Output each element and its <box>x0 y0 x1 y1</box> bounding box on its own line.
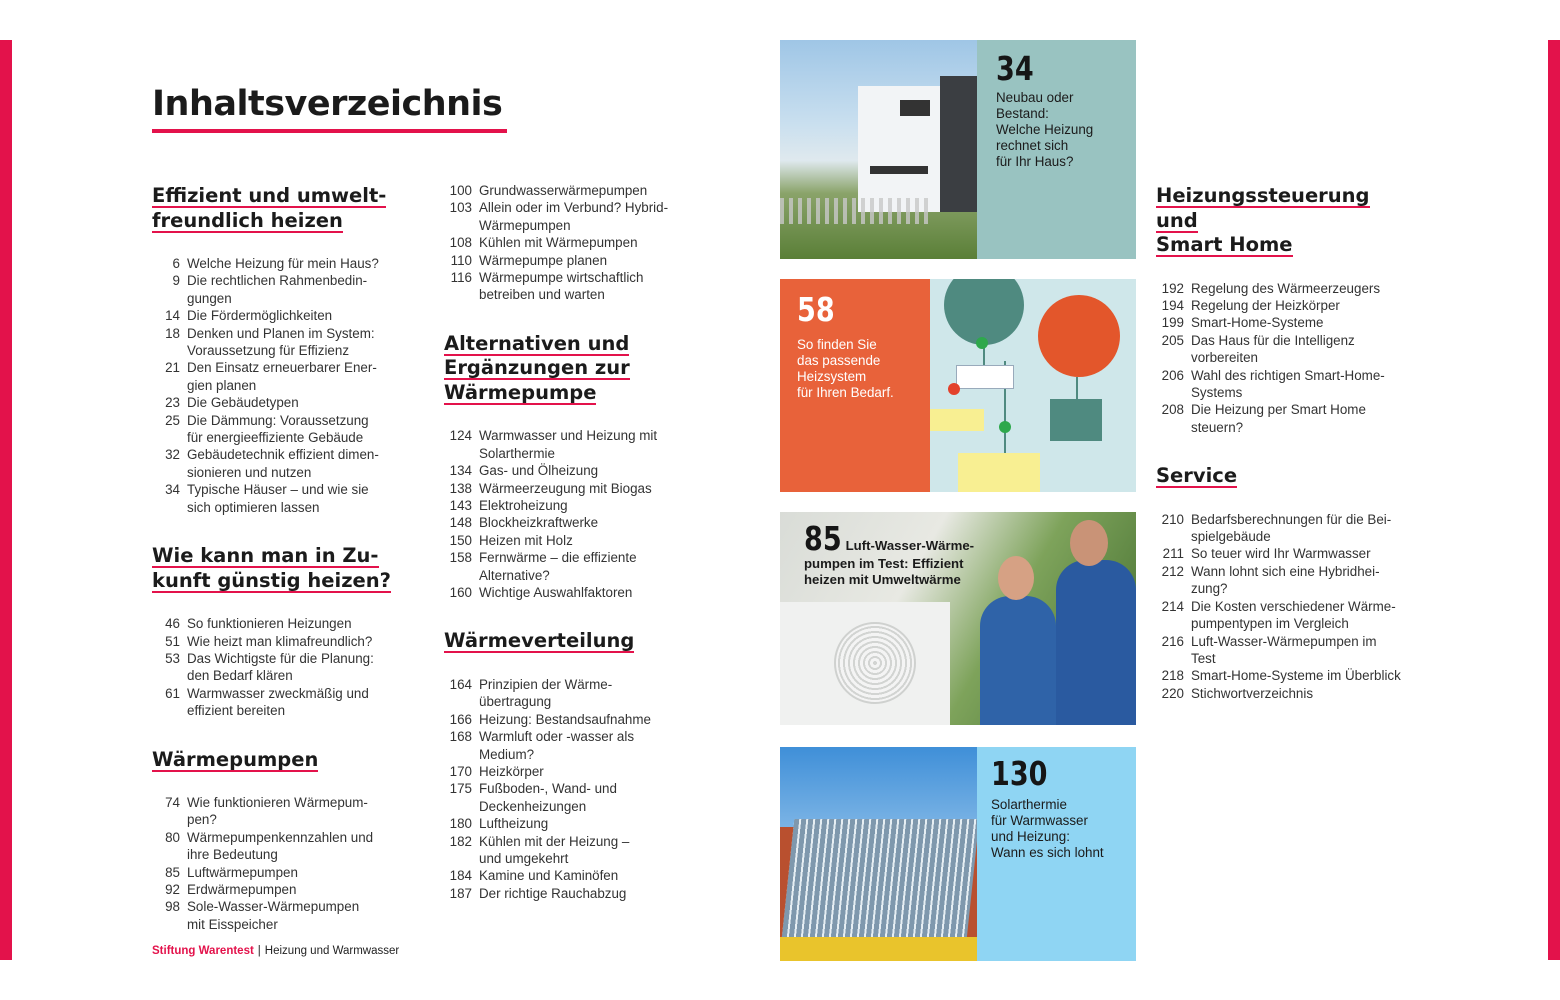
toc-section <box>444 629 704 902</box>
page-number: 80 <box>165 829 180 845</box>
toc-entry[interactable] <box>152 864 412 881</box>
modern-house-image <box>780 40 977 259</box>
book-title: Heizung und Warmwasser <box>264 945 400 957</box>
page-number: 74 <box>165 795 180 811</box>
entry-title: Wichtige Auswahlfaktoren <box>479 585 633 600</box>
entry-title: Denken und Planen im System: Voraussetzung für Effizienz <box>187 325 375 359</box>
toc-entry[interactable] <box>444 549 704 584</box>
entry-title: Luft-Wasser-Wärmepumpen im Test <box>1191 633 1377 666</box>
teaser-caption: So finden Sie das passende Heizsystem für Ihren Bedarf. <box>797 337 894 400</box>
page-number: 194 <box>1161 297 1184 313</box>
toc-entry[interactable] <box>444 867 704 884</box>
page-number: 138 <box>449 480 472 496</box>
entry-title: Wärmepumpenkennzahlen und ihre Bedeutung <box>187 829 374 863</box>
entry-title: Typische Häuser – und wie sie sich optimieren lassen <box>187 482 369 515</box>
entry-title: Kühlen mit der Heizung – und umgekehrt <box>479 833 630 866</box>
toc-entry[interactable] <box>152 650 412 685</box>
entry-title: Prinzipien der Wärme- übertragung <box>479 676 613 710</box>
toc-entry[interactable] <box>444 833 704 868</box>
page-number: 100 <box>449 183 472 198</box>
page-number: 214 <box>1161 598 1184 614</box>
page-number: 211 <box>1162 546 1184 562</box>
teaser-page-number: 34 <box>996 49 1034 88</box>
entry-title: Heizung: Bestandsaufnahme <box>479 711 651 727</box>
section-heading: Service <box>1156 464 1238 488</box>
page-number: 158 <box>449 550 472 566</box>
teaser-card-solar[interactable] <box>780 747 1136 961</box>
technician-image <box>1056 560 1136 725</box>
entry-title: Die Fördermöglichkeiten <box>187 308 333 324</box>
toc-entry[interactable] <box>152 829 412 864</box>
teaser-card-neubau[interactable] <box>780 40 1136 259</box>
section-heading: Heizungssteuerung und Smart Home <box>1156 184 1370 256</box>
page-number: 18 <box>165 325 180 341</box>
toc-entry[interactable] <box>1156 545 1416 562</box>
footer-separator: | <box>257 945 261 957</box>
page-number: 182 <box>449 833 472 849</box>
entry-title: Smart-Home-Systeme <box>1191 315 1324 331</box>
toc-section <box>1156 464 1416 702</box>
page-number: 98 <box>165 899 180 915</box>
entry-title: Bedarfsberechnungen für die Bei- spielgebäude <box>1191 511 1392 545</box>
entry-title: Das Haus für die Intelligenz vorbereiten <box>1191 332 1355 366</box>
teaser-card-luftwasser[interactable] <box>780 512 1136 725</box>
toc-entry[interactable] <box>152 481 412 516</box>
page-number: 220 <box>1161 685 1184 701</box>
entry-title: So teuer wird Ihr Warmwasser <box>1191 546 1371 562</box>
toc-section <box>152 544 412 719</box>
toc-entry[interactable] <box>444 815 704 832</box>
toc-entry[interactable] <box>152 446 412 481</box>
entry-title: Wie heizt man klimafreundlich? <box>187 633 373 649</box>
teaser-page-number: 85 <box>804 519 842 558</box>
teaser-caption: Solarthermie für Warmwasser und Heizung: Wann es sich lohnt <box>991 797 1104 860</box>
toc-entry[interactable] <box>152 633 412 650</box>
toc-entry[interactable] <box>444 514 704 531</box>
toc-column-2 <box>444 182 704 930</box>
toc-section <box>152 748 412 934</box>
page-number: 6 <box>172 256 180 271</box>
toc-entry[interactable] <box>1156 563 1416 598</box>
entry-title: So funktionieren Heizungen <box>187 616 352 632</box>
entry-title: Sole-Wasser-Wärmepumpen mit Eisspeicher <box>187 899 360 932</box>
section-heading: Effizient und umwelt- freundlich heizen <box>152 184 387 232</box>
entry-title: Den Einsatz erneuerbarer Ener- gien planen <box>187 360 377 393</box>
page-number: 143 <box>449 497 472 513</box>
toc-section <box>444 332 704 602</box>
entry-title: Wärmepumpe wirtschaftlich betreiben und warten <box>479 270 644 303</box>
entry-title: Warmwasser und Heizung mit Solarthermie <box>479 428 658 461</box>
entry-title: Die Heizung per Smart Home steuern? <box>1191 402 1366 435</box>
page-number: 180 <box>449 816 472 832</box>
entry-title: Der richtige Rauchabzug <box>479 885 627 901</box>
entry-title: Wie funktionieren Wärmepum- pen? <box>187 795 368 828</box>
page-number: 148 <box>449 515 472 531</box>
toc-entry[interactable] <box>444 252 704 269</box>
entry-title: Smart-Home-Systeme im Überblick <box>1191 668 1401 684</box>
toc-entry[interactable] <box>152 881 412 898</box>
page-number: 210 <box>1161 511 1184 527</box>
page-number: 199 <box>1161 315 1184 331</box>
toc-entry[interactable] <box>1156 511 1416 546</box>
toc-entry[interactable] <box>444 234 704 251</box>
entry-title: Grundwasserwärmepumpen <box>479 183 648 198</box>
entry-title: Stichwortverzeichnis <box>1191 685 1314 701</box>
page-title: Inhaltsverzeichnis <box>152 84 503 124</box>
page-number: 205 <box>1161 332 1184 348</box>
entry-title: Heizkörper <box>479 763 544 779</box>
entry-title: Das Wichtigste für die Planung: den Bedarf klären <box>187 650 374 684</box>
technician-image <box>980 596 1056 725</box>
entry-title: Allein oder im Verbund? Hybrid- Wärmepumpen <box>479 200 669 233</box>
page-number: 14 <box>165 308 180 324</box>
toc-entry[interactable] <box>152 307 412 324</box>
page-number: 53 <box>165 650 180 666</box>
toc-entry[interactable] <box>444 763 704 780</box>
toc-entry[interactable] <box>444 427 704 462</box>
page-number: 116 <box>450 270 472 286</box>
teaser-card-heizsystem[interactable] <box>780 279 1136 492</box>
toc-entry[interactable] <box>444 676 704 711</box>
publisher-name: Stiftung Warentest <box>152 945 254 957</box>
page-number: 103 <box>449 200 472 216</box>
entry-title: Regelung des Wärmeerzeugers <box>1191 280 1381 296</box>
toc-entry[interactable] <box>444 199 704 234</box>
page-number: 25 <box>165 412 180 428</box>
page-number: 206 <box>1161 367 1184 383</box>
page-number: 218 <box>1161 668 1184 684</box>
entry-title: Die Gebäudetypen <box>187 395 299 411</box>
entry-title: Warmwasser zweckmäßig und effizient bereiten <box>187 685 369 719</box>
page-number: 164 <box>449 676 472 692</box>
page-number: 51 <box>165 633 180 649</box>
page-number: 108 <box>449 235 472 251</box>
toc-section <box>444 182 704 304</box>
entry-title: Kamine und Kaminöfen <box>479 868 619 884</box>
entry-title: Die Dämmung: Voraussetzung für energieeffiziente Gebäude <box>187 412 369 446</box>
toc-entry[interactable] <box>152 255 412 272</box>
page-number: 160 <box>449 585 472 600</box>
toc-entry[interactable] <box>444 182 704 199</box>
section-heading: Wie kann man in Zu- kunft günstig heizen? <box>152 544 391 592</box>
toc-entry[interactable] <box>152 685 412 720</box>
section-heading: Wärmepumpen <box>152 747 319 771</box>
toc-entry[interactable] <box>152 898 412 933</box>
toc-entry[interactable] <box>152 394 412 411</box>
toc-entry[interactable] <box>1156 367 1416 402</box>
toc-entry[interactable] <box>1156 667 1416 684</box>
solar-collector-image <box>780 747 977 961</box>
toc-entry[interactable] <box>444 728 704 763</box>
entry-title: Luftwärmepumpen <box>187 864 298 880</box>
toc-entry[interactable] <box>444 780 704 815</box>
page-number: 187 <box>449 885 472 901</box>
toc-entry[interactable] <box>152 325 412 360</box>
toc-entry[interactable] <box>1156 401 1416 436</box>
page-number: 32 <box>165 447 180 463</box>
toc-entry[interactable] <box>444 584 704 601</box>
toc-entry[interactable] <box>444 480 704 497</box>
entry-title: Warmluft oder -wasser als Medium? <box>479 729 635 762</box>
toc-entry[interactable] <box>152 359 412 394</box>
entry-title: Luftheizung <box>479 816 549 832</box>
page-number: 124 <box>449 428 472 444</box>
section-heading: Alternativen und Ergänzungen zur Wärmepumpe <box>444 331 630 404</box>
toc-entry[interactable] <box>1156 633 1416 668</box>
page-number: 150 <box>449 532 472 548</box>
page-number: 134 <box>449 463 472 479</box>
toc-entry[interactable] <box>444 269 704 304</box>
toc-entry[interactable] <box>1156 332 1416 367</box>
entry-title: Wärmeerzeugung mit Biogas <box>479 480 652 496</box>
page-number: 9 <box>172 273 180 289</box>
toc-entry[interactable] <box>444 532 704 549</box>
toc-entry[interactable] <box>1156 280 1416 297</box>
page-number: 21 <box>165 360 180 376</box>
toc-entry[interactable] <box>152 794 412 829</box>
section-heading: Wärmeverteilung <box>444 629 635 653</box>
toc-entry[interactable] <box>1156 685 1416 702</box>
page-number: 85 <box>165 864 180 880</box>
entry-title: Erdwärmepumpen <box>187 882 297 898</box>
toc-entry[interactable] <box>152 412 412 447</box>
toc-entry[interactable] <box>444 497 704 514</box>
page-number: 92 <box>165 882 180 898</box>
toc-section <box>1156 184 1416 436</box>
page-number: 166 <box>449 711 472 727</box>
entry-title: Elektroheizung <box>479 497 568 513</box>
right-accent-bar <box>1548 40 1560 960</box>
left-accent-bar <box>0 40 12 960</box>
toc-column-3 <box>1156 184 1416 730</box>
page-number: 61 <box>165 685 180 701</box>
page-number: 212 <box>1161 563 1184 579</box>
page-number: 110 <box>450 252 472 268</box>
toc-entry[interactable] <box>1156 314 1416 331</box>
toc-entry[interactable] <box>444 462 704 479</box>
entry-title: Wann lohnt sich eine Hybridhei- zung? <box>1191 563 1380 597</box>
entry-title: Gas- und Ölheizung <box>479 463 599 479</box>
toc-entry[interactable] <box>152 615 412 632</box>
toc-entry[interactable] <box>444 885 704 902</box>
entry-title: Die Kosten verschiedener Wärme- pumpentypen im Vergleich <box>1191 598 1396 632</box>
page-number: 34 <box>165 482 180 498</box>
entry-title: Kühlen mit Wärmepumpen <box>479 235 638 251</box>
toc-entry[interactable] <box>152 272 412 307</box>
toc-column-1 <box>152 184 412 961</box>
page-number: 192 <box>1161 280 1184 296</box>
fan-icon <box>834 622 916 704</box>
toc-section <box>152 184 412 516</box>
teaser-page-number: 130 <box>991 754 1048 793</box>
toc-entry[interactable] <box>1156 598 1416 633</box>
page-number: 175 <box>449 781 472 797</box>
toc-entry[interactable] <box>1156 297 1416 314</box>
page-number: 168 <box>449 729 472 745</box>
page-number: 46 <box>165 616 180 632</box>
entry-title: Welche Heizung für mein Haus? <box>187 256 379 271</box>
teaser-caption: 85 Luft-Wasser-Wärme- pumpen im Test: Effizient heizen mit Umweltwärme <box>804 519 975 587</box>
entry-title: Gebäudetechnik effizient dimen- sionieren und nutzen <box>187 447 379 480</box>
entry-title: Regelung der Heizkörper <box>1191 297 1340 313</box>
entry-title: Die rechtlichen Rahmenbedin- gungen <box>187 273 368 306</box>
page-number: 208 <box>1161 402 1184 418</box>
page-number: 184 <box>449 868 472 884</box>
teaser-page-number: 58 <box>797 290 835 329</box>
entry-title: Fußboden-, Wand- und Deckenheizungen <box>479 781 617 814</box>
entry-title: Blockheizkraftwerke <box>479 515 599 531</box>
page-number: 23 <box>165 395 180 411</box>
entry-title: Wärmepumpe planen <box>479 252 608 268</box>
entry-title: Wahl des richtigen Smart-Home- Systems <box>1191 367 1385 400</box>
title-underline <box>152 129 507 133</box>
entry-title: Fernwärme – die effiziente Alternative? <box>479 550 637 583</box>
page-number: 216 <box>1161 633 1184 649</box>
page-footer <box>152 945 399 957</box>
toc-entry[interactable] <box>444 711 704 728</box>
teaser-caption: Neubau oder Bestand: Welche Heizung rechnet sich für Ihr Haus? <box>996 90 1094 169</box>
page-number: 170 <box>449 763 472 779</box>
entry-title: Heizen mit Holz <box>479 532 573 548</box>
